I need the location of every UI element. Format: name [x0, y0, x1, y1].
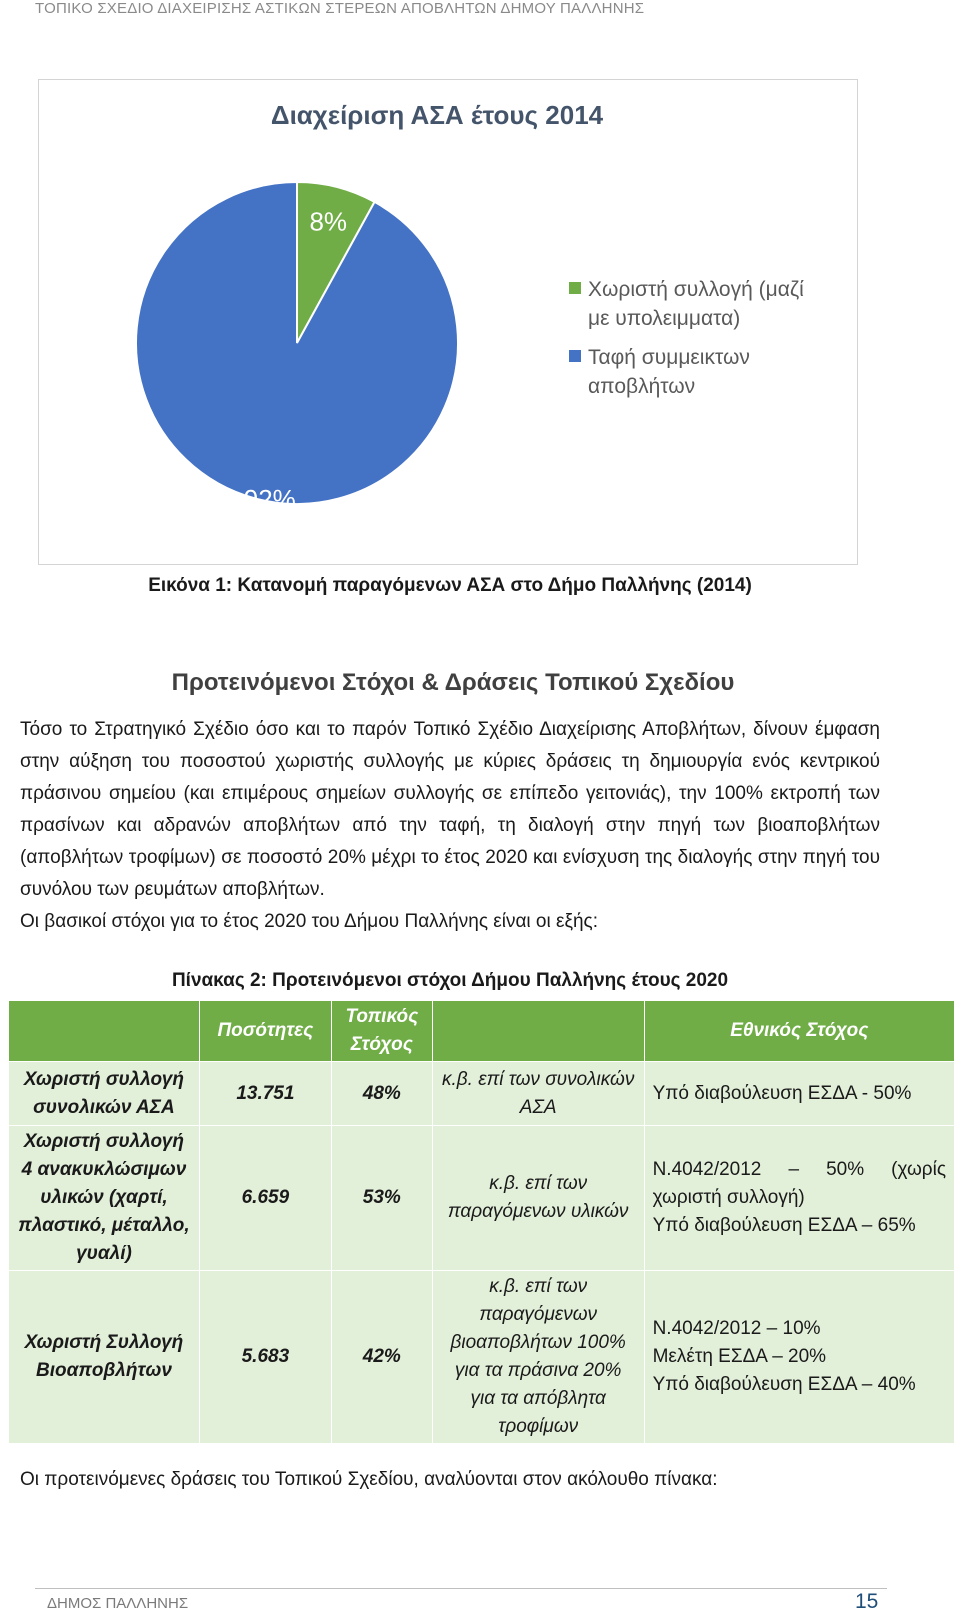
national-target-line: Υπό διαβούλευση ΕΣΔΑ - 50% — [652, 1082, 912, 1104]
legend-swatch — [569, 350, 581, 362]
row-label: Χωριστή συλλογή συνολικών ΑΣΑ — [9, 1062, 200, 1126]
actions-intro-paragraph: Οι προτεινόμενες δράσεις του Τοπικού Σχεδίου, αναλύονται στον ακόλουθο πίνακα: — [20, 1469, 718, 1490]
pie-data-label: 8% — [309, 206, 348, 237]
row-quantity: 6.659 — [199, 1126, 331, 1271]
pie-slice — [136, 182, 458, 504]
goals-intro-paragraph: Οι βασικοί στόχοι για το έτος 2020 του Δήμου Παλλήνης είναι οι εξής: — [20, 911, 598, 932]
legend-label: με υπολειμματα) — [588, 307, 741, 330]
row-local-target: 48% — [331, 1062, 432, 1126]
footer-municipality: ΔΗΜΟΣ ΠΑΛΛΗΝΗΣ — [47, 1595, 189, 1612]
goals-table — [8, 1000, 955, 1444]
row-label: Χωριστή συλλογή 4 ανακυκλώσιμων υλικών (χαρτί, πλαστικό, μέταλλο, γυαλί) — [9, 1126, 200, 1271]
row-local-target: 53% — [331, 1126, 432, 1271]
header-cell-local-target: Τοπικός Στόχος — [331, 1001, 432, 1062]
table-row — [9, 1126, 955, 1271]
header-cell-empty — [9, 1001, 200, 1062]
pie-slices — [136, 182, 458, 504]
row-basis: κ.β. επί των παραγόμενων υλικών — [432, 1126, 644, 1271]
national-target-line: Ν.4042/2012 – 50% (χωρίς χωριστή συλλογή) — [652, 1159, 946, 1208]
pie-chart — [38, 79, 858, 565]
row-quantity: 5.683 — [199, 1271, 331, 1444]
row-basis: κ.β. επί των συνολικών ΑΣΑ — [432, 1062, 644, 1126]
chart-title: Διαχείριση ΑΣΑ έτους 2014 — [270, 100, 604, 130]
row-national-target — [644, 1062, 954, 1126]
running-header: ΤΟΠΙΚΟ ΣΧΕΔΙΟ ΔΙΑΧΕΙΡΙΣΗΣ ΑΣΤΙΚΩΝ ΣΤΕΡΕΩΝ ΑΠΟΒΛΗΤΩΝ ΔΗΜΟΥ ΠΑΛΛΗΝΗΣ — [35, 0, 645, 17]
row-quantity: 13.751 — [199, 1062, 331, 1126]
intro-paragraph: Τόσο το Στρατηγικό Σχέδιο όσο και το παρόν Τοπικό Σχέδιο Διαχείρισης Αποβλήτων, δίνουν έμφαση στην αύξηση του ποσοστού χωριστής συλλογής με κύριες δράσεις τη δημιουργία ενός κεντρικού πράσινου σημείου (και επιμέρους σημείων συλλογής σε επίπεδο γειτονιάς), την 100% εκτροπή των πρασίνων και αδρανών αποβλήτων από την ταφή, τη διαλογή στην πηγή των βιοαποβλήτων (αποβλήτων τροφίμων) σε ποσοστό 20% μέχρι το έτος 2020 και ενίσχυση της διαλογής στην πηγή του συνόλου των ρευμάτων αποβλήτων. — [20, 719, 880, 900]
row-label: Χωριστή Συλλογή Βιοαποβλήτων — [9, 1271, 200, 1444]
row-national-target — [644, 1271, 954, 1444]
national-target-line: Υπό διαβούλευση ΕΣΔΑ – 40% — [652, 1374, 916, 1395]
header-cell-national-target: Εθνικός Στόχος — [644, 1001, 954, 1062]
pie-data-label: 92% — [243, 484, 296, 515]
footer-divider — [35, 1588, 887, 1589]
national-target-line: Ν.4042/2012 – 10% — [652, 1318, 821, 1339]
legend-label: αποβλήτων — [588, 375, 696, 398]
section-title: Προτεινόμενοι Στόχοι & Δράσεις Τοπικού Σχεδίου — [171, 669, 735, 696]
page-number: 15 — [855, 1590, 879, 1613]
row-basis: κ.β. επί των παραγόμενων βιοαποβλήτων 100% για τα πράσινα 20% για τα απόβλητα τροφίμων — [432, 1271, 644, 1444]
table-header-row — [9, 1001, 955, 1062]
national-target-line: Υπό διαβούλευση ΕΣΔΑ – 65% — [652, 1215, 916, 1236]
row-local-target: 42% — [331, 1271, 432, 1444]
header-cell-basis — [432, 1001, 644, 1062]
table-title: Πίνακας 2: Προτεινόμενοι στόχοι Δήμου Παλλήνης έτους 2020 — [171, 970, 729, 991]
chart-legend — [569, 278, 804, 398]
table-row — [9, 1271, 955, 1444]
pie-chart-svg — [39, 80, 859, 566]
national-target-line: Μελέτη ΕΣΔΑ – 20% — [652, 1346, 827, 1367]
table-row — [9, 1062, 955, 1126]
figure-caption: Εικόνα 1: Κατανομή παραγόμενων ΑΣΑ στο Δήμο Παλλήνης (2014) — [148, 575, 752, 596]
legend-swatch — [569, 282, 581, 294]
legend-label: Χωριστή συλλογή (μαζί — [588, 278, 804, 301]
legend-label: Ταφή συμμεικτων — [588, 346, 750, 369]
header-cell-quantities: Ποσότητες — [199, 1001, 331, 1062]
row-national-target — [644, 1126, 954, 1271]
